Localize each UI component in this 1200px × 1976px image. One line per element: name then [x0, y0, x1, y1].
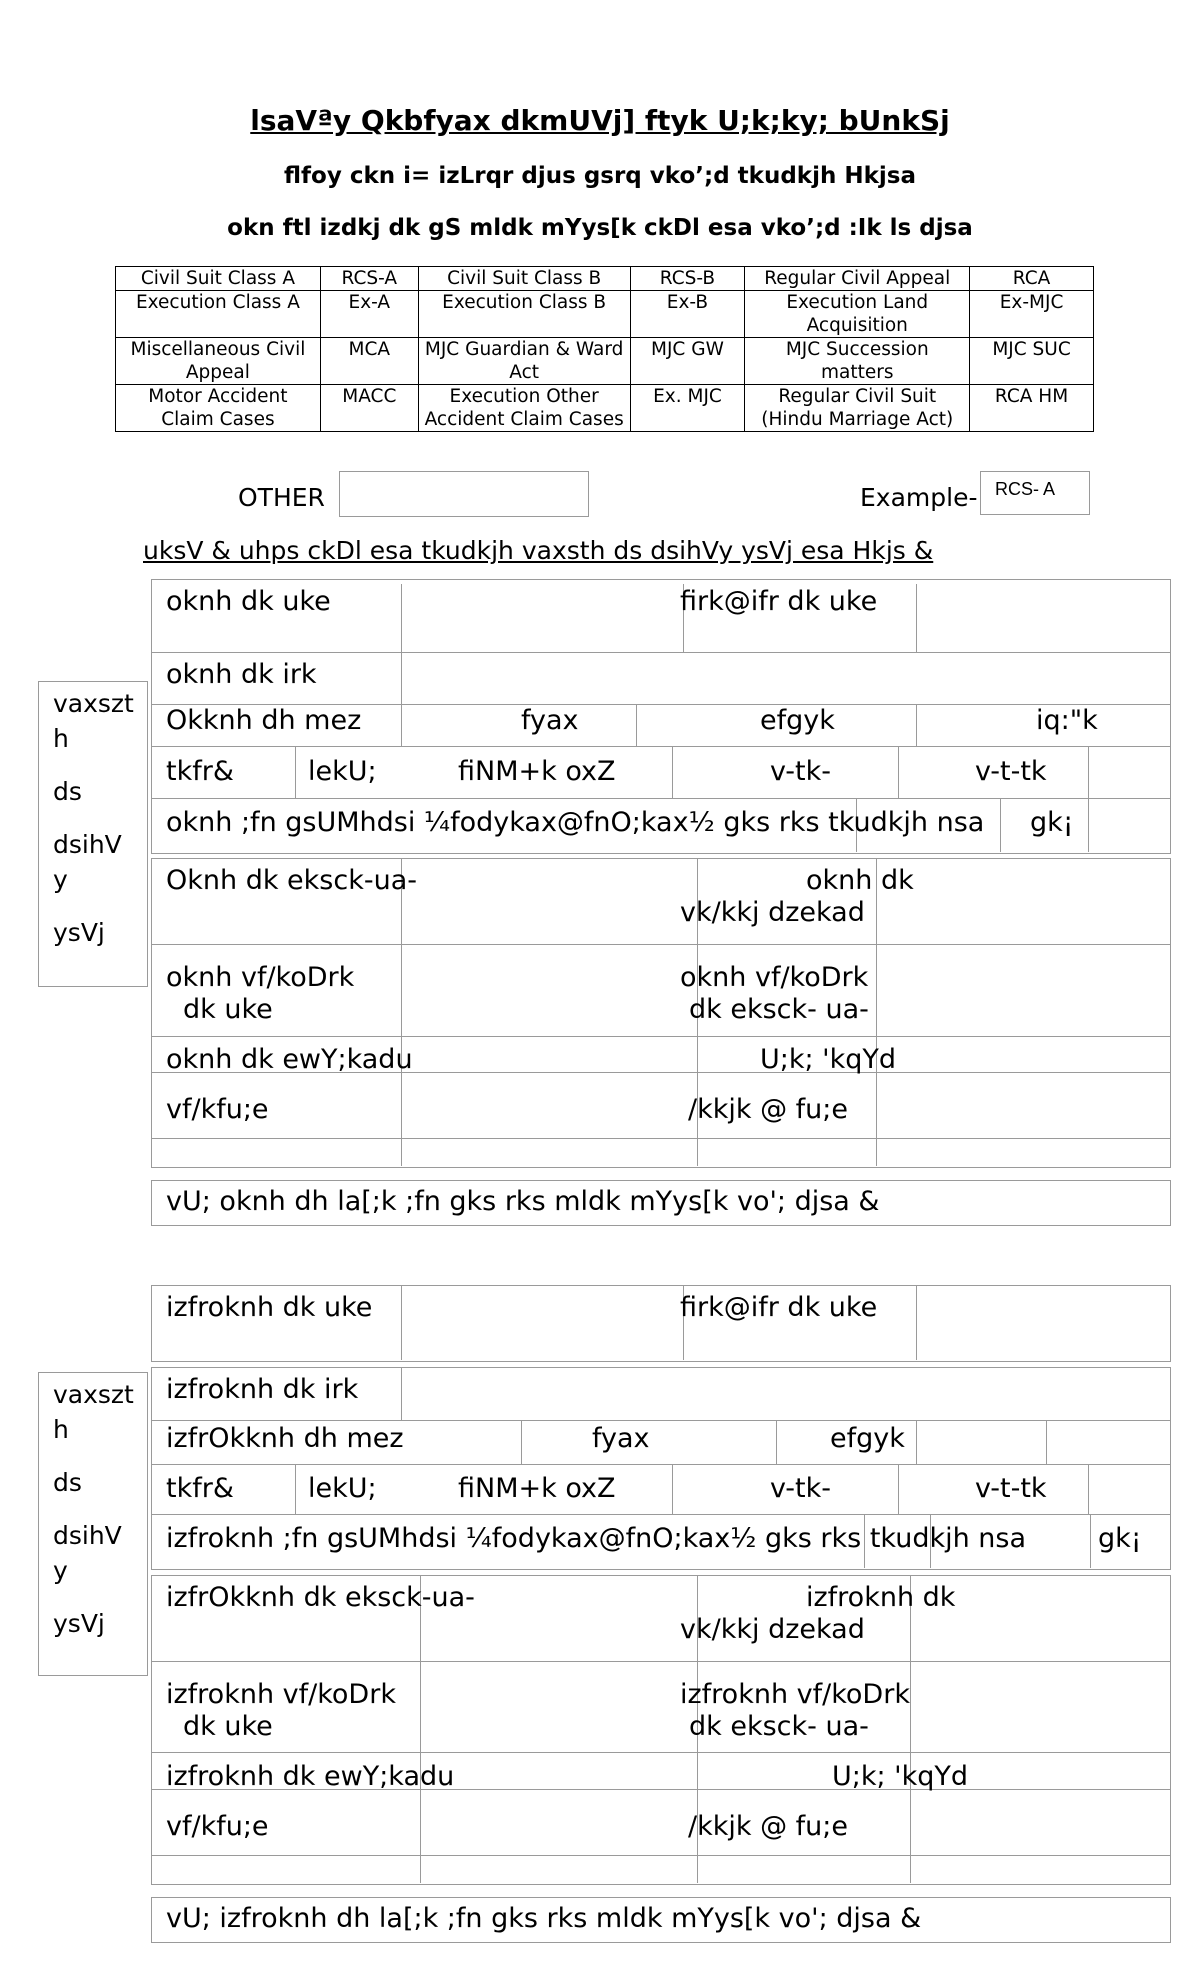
defendant-general-label: lekU; — [308, 1473, 377, 1504]
plaintiff-advocate-mobile-label: oknh vf/koDrk — [680, 962, 869, 993]
plaintiff-male-label: iq:"k — [1036, 705, 1098, 736]
case-type-code: Ex-B — [630, 291, 745, 338]
case-type-code: Ex. MJC — [630, 385, 745, 432]
plaintiff-advocate-name-label-2: dk uke — [183, 994, 273, 1025]
case-type-name: Civil Suit Class A — [116, 267, 321, 291]
note-text: uksV & uhps ckDl esa tkudkjh vaxsth ds dsihVy ysVj esa Hkjs & — [143, 536, 934, 565]
plaintiff-name-label: oknh dk uke — [166, 586, 331, 617]
defendant-name-label: izfroknh dk uke — [166, 1292, 373, 1323]
plaintiff-general-label: lekU; — [308, 756, 377, 787]
defendant-aadhaar-label: izfroknh dk — [806, 1582, 956, 1613]
plaintiff-court-fee-label: U;k; 'kqYd — [760, 1044, 897, 1075]
plaintiff-gender-label: fyax — [521, 705, 579, 736]
defendant-age-label: izfrOkknh dh mez — [166, 1423, 404, 1454]
plaintiff-female-label: efgyk — [760, 705, 835, 736]
case-type-name: Execution Land Acquisition — [745, 291, 970, 338]
plaintiff-additional-label: vU; oknh dh la[;k ;fn gks rks mldk mYys[k vo'; djsa & — [166, 1186, 880, 1217]
case-type-name: Execution Other Accident Claim Cases — [418, 385, 630, 432]
case-type-code: Ex-MJC — [970, 291, 1094, 338]
capital-letters-note-1: vaxszt h ds dsihV y ysVj — [38, 681, 148, 987]
case-type-code: RCS-B — [630, 267, 745, 291]
case-type-table — [115, 266, 1094, 432]
case-type-name: Motor Accident Claim Cases — [116, 385, 321, 432]
plaintiff-father-label: firk@ifr dk uke — [680, 586, 878, 617]
case-type-row — [116, 291, 1094, 338]
plaintiff-st-label: v-t-tk — [975, 756, 1047, 787]
defendant-disability-label: izfroknh ;fn gsUMhdsi ¼fodykax@fnO;kax½ gks rks tkudkjh nsa — [166, 1523, 1027, 1554]
case-type-row — [116, 267, 1094, 291]
defendant-additional-label: vU; izfroknh dh la[;k ;fn gks rks mldk mYys[k vo'; djsa & — [166, 1903, 922, 1934]
defendant-section-label: /kkjk @ fu;e — [688, 1811, 848, 1842]
plaintiff-caste-label: tkfr& — [166, 756, 234, 787]
case-type-name: Regular Civil Appeal — [745, 267, 970, 291]
case-type-code: MJC SUC — [970, 338, 1094, 385]
case-type-row — [116, 338, 1094, 385]
plaintiff-mobile-label: Oknh dk eksck-ua- — [166, 865, 417, 896]
defendant-female-label: efgyk — [830, 1423, 905, 1454]
plaintiff-section-label: /kkjk @ fu;e — [688, 1094, 848, 1125]
case-type-code: MJC GW — [630, 338, 745, 385]
plaintiff-obc-label: fiNM+k oxZ — [458, 756, 616, 787]
defendant-court-fee-label: U;k; 'kqYd — [832, 1761, 969, 1792]
case-type-code: Ex-A — [320, 291, 418, 338]
case-type-code: MACC — [320, 385, 418, 432]
case-type-row — [116, 385, 1094, 432]
other-label: OTHER — [238, 483, 325, 512]
plaintiff-disability-label: oknh ;fn gsUMhdsi ¼fodykax@fnO;kax½ gks rks tkudkjh nsa — [166, 807, 985, 838]
plaintiff-sc-label: v-tk- — [770, 756, 831, 787]
instruction-line-2: okn ftl izdkj dk gS mldk mYys[k ckDl esa vko’;d :Ik ls djsa — [227, 215, 973, 241]
case-type-code: MCA — [320, 338, 418, 385]
plaintiff-advocate-name-label: oknh vf/koDrk — [166, 962, 355, 993]
capital-letters-note-2: vaxszt h ds dsihV y ysVj — [38, 1372, 148, 1676]
defendant-act-label: vf/kfu;e — [166, 1811, 269, 1842]
defendant-mobile-label: izfrOkknh dk eksck-ua- — [166, 1582, 475, 1613]
plaintiff-advocate-mobile-label-2: dk eksck- ua- — [689, 994, 869, 1025]
case-type-code: RCA — [970, 267, 1094, 291]
plaintiff-address-label: oknh dk irk — [166, 659, 317, 690]
case-type-name: MJC Guardian & Ward Act — [418, 338, 630, 385]
defendant-sc-label: v-tk- — [770, 1473, 831, 1504]
case-type-name: Civil Suit Class B — [418, 267, 630, 291]
page-title: lsaVªy Qkbfyax dkmUVj] ftyk U;k;ky; bUnkSj — [250, 104, 950, 137]
other-input[interactable] — [339, 471, 589, 517]
plaintiff-age-label: Okknh dh mez — [166, 705, 362, 736]
defendant-advocate-mobile-label: izfroknh vf/koDrk — [680, 1679, 910, 1710]
case-type-name: MJC Succession matters — [745, 338, 970, 385]
defendant-disability-yes-label: gk¡ — [1098, 1523, 1142, 1554]
plaintiff-aadhaar-label: oknh dk — [806, 865, 914, 896]
plaintiff-valuation-label: oknh dk ewY;kadu — [166, 1044, 413, 1075]
defendant-obc-label: fiNM+k oxZ — [458, 1473, 616, 1504]
defendant-gender-label: fyax — [592, 1423, 650, 1454]
example-value: RCS- A — [980, 471, 1090, 515]
instruction-line-1: flfoy ckn i= izLrqr djus gsrq vko’;d tkudkjh Hkjsa — [283, 163, 916, 189]
case-type-code: RCA HM — [970, 385, 1094, 432]
defendant-advocate-mobile-label-2: dk eksck- ua- — [689, 1711, 869, 1742]
plaintiff-contact-block — [151, 858, 1171, 1168]
example-label: Example- — [860, 483, 978, 512]
defendant-advocate-name-label-2: dk uke — [183, 1711, 273, 1742]
defendant-valuation-label: izfroknh dk ewY;kadu — [166, 1761, 455, 1792]
plaintiff-disability-yes-label: gk¡ — [1030, 807, 1074, 838]
defendant-contact-block — [151, 1575, 1171, 1885]
defendant-advocate-name-label: izfroknh vf/koDrk — [166, 1679, 396, 1710]
defendant-caste-label: tkfr& — [166, 1473, 234, 1504]
case-type-name: Execution Class A — [116, 291, 321, 338]
case-type-name: Miscellaneous Civil Appeal — [116, 338, 321, 385]
case-type-code: RCS-A — [320, 267, 418, 291]
plaintiff-act-label: vf/kfu;e — [166, 1094, 269, 1125]
defendant-father-label: firk@ifr dk uke — [680, 1292, 878, 1323]
case-type-name: Regular Civil Suit (Hindu Marriage Act) — [745, 385, 970, 432]
defendant-st-label: v-t-tk — [975, 1473, 1047, 1504]
case-type-name: Execution Class B — [418, 291, 630, 338]
defendant-aadhaar-label-2: vk/kkj dzekad — [680, 1614, 865, 1645]
plaintiff-aadhaar-label-2: vk/kkj dzekad — [680, 897, 865, 928]
defendant-address-label: izfroknh dk irk — [166, 1374, 359, 1405]
